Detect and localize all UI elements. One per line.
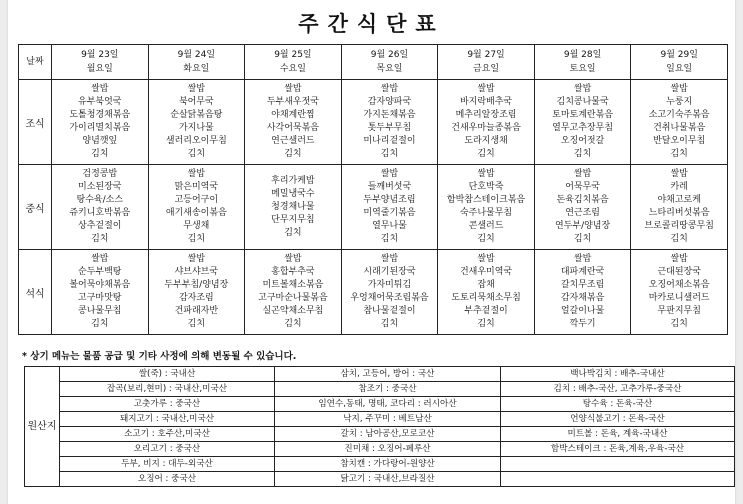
dish-item: 미소된장국 <box>78 182 122 192</box>
dish-item: 김치 <box>91 149 109 159</box>
dish-item: 무판지무침 <box>657 306 701 316</box>
dish-item: 볼어묵야채볶음 <box>69 280 131 290</box>
dish-item: 김치 <box>670 234 688 244</box>
origin-entry: 쌀(죽) : 국내산 <box>60 367 275 382</box>
origin-entry: 김치 : 배추-국산, 고추가루-중국산 <box>501 382 735 397</box>
dish-item: 고등어구이 <box>174 195 219 205</box>
dish-item: 카레 <box>670 182 688 192</box>
dish-item: 상추겉절이 <box>78 221 122 231</box>
dish-item: 가지나물 <box>178 123 214 133</box>
day-header <box>438 45 535 80</box>
dish-item: 바지락배추국 <box>459 97 513 107</box>
dish-item: 김치 <box>284 319 302 329</box>
meal-cell <box>631 165 728 250</box>
dish-item: 가지돈채볶음 <box>363 110 416 120</box>
day-weekday: 목요일 <box>376 64 403 74</box>
dish-item: 브로콜리땅콩무침 <box>644 221 714 231</box>
dish-item: 사각어묵볶음 <box>266 123 319 133</box>
dish-item: 잡채 <box>477 280 495 290</box>
dish-item: 쌀밥 <box>380 254 399 264</box>
day-date: 9월 27일 <box>467 50 505 60</box>
dish-item: 쌀밥 <box>573 84 592 94</box>
dish-item: 후리가케밥 <box>271 175 315 186</box>
dish-item: 들깨버섯국 <box>367 182 412 192</box>
dish-item: 샤브샤브국 <box>174 267 219 277</box>
day-date: 9월 25일 <box>274 50 312 60</box>
meal-row <box>19 80 728 165</box>
dish-item: 느타리버섯볶음 <box>648 208 710 218</box>
dish-item: 두부새우젓국 <box>266 97 319 107</box>
dish-item: 부추겉절이 <box>464 306 508 316</box>
dish-item: 갈치무조림 <box>560 280 605 290</box>
dish-item: 두부부침/양념장 <box>164 280 229 290</box>
origin-entry: 닭고기 : 국내산,브라질산 <box>275 472 501 487</box>
dish-item: 김치 <box>477 149 495 159</box>
meal-cell <box>631 80 728 165</box>
origin-table <box>24 366 735 487</box>
dish-item: 실곤약채소무침 <box>262 306 324 316</box>
origin-entry: 백나박김치 : 배추-국내산 <box>501 367 735 382</box>
dish-item: 쌀밥 <box>670 254 688 264</box>
day-weekday: 금요일 <box>472 64 500 74</box>
meal-label: 중식 <box>19 165 52 250</box>
dish-item: 가이리멸치볶음 <box>69 123 131 133</box>
dish-item: 김치 <box>284 227 302 238</box>
dish-item: 소고기숙주볶음 <box>648 110 710 120</box>
origin-label: 원산지 <box>25 367 60 487</box>
day-header <box>534 45 631 80</box>
origin-entry: 고춧가루 : 중국산 <box>60 397 275 412</box>
dish-item: 양념깻잎 <box>82 136 118 146</box>
dish-item: 김치 <box>573 234 592 244</box>
origin-row <box>25 427 735 442</box>
day-header <box>631 45 728 80</box>
dish-item: 김치 <box>380 234 399 244</box>
dish-item: 김치 <box>573 149 592 159</box>
dish-item: 쥬키니호박볶음 <box>69 208 131 218</box>
meal-cell <box>631 250 728 335</box>
origin-entry: 탕수육 : 돈육-국산 <box>501 397 735 412</box>
dish-item: 누룽지 <box>666 97 693 107</box>
page-title: 주간식단표 <box>298 12 445 36</box>
dish-item: 건취나물볶음 <box>653 123 706 133</box>
dish-item: 콩나물무침 <box>78 306 122 316</box>
meal-cell <box>245 80 342 165</box>
day-header <box>341 45 438 80</box>
dish-item: 순살닭볶음탕 <box>170 110 223 120</box>
dish-item: 야채계란찜 <box>271 110 315 120</box>
dish-item: 토마토계란볶음 <box>552 110 614 120</box>
dish-item: 쌀밥 <box>187 169 206 179</box>
origin-row <box>25 412 735 427</box>
menu-sheet <box>8 0 735 504</box>
dish-item: 함박참스테이크볶음 <box>446 195 526 205</box>
dish-item: 김치 <box>91 234 109 244</box>
dish-item: 두부양념조림 <box>363 195 416 205</box>
dish-item: 어묵무국 <box>565 182 600 192</box>
day-date: 9월 23일 <box>81 50 119 60</box>
meal-cell <box>52 165 149 250</box>
date-header-row <box>19 45 728 80</box>
dish-item: 김치 <box>380 319 399 329</box>
dish-item: 쌀밥 <box>573 254 592 264</box>
dish-item: 쌀밥 <box>670 84 688 94</box>
dish-item: 오징어채소볶음 <box>648 280 710 290</box>
dish-item: 쌀밥 <box>284 84 302 94</box>
dish-item: 열무나물 <box>372 221 407 231</box>
meal-label: 조식 <box>19 80 52 165</box>
dish-item: 김치 <box>670 149 688 159</box>
dish-item: 탕수육/소스 <box>76 195 124 205</box>
origin-entry: 낙지, 주꾸미 : 베트남산 <box>275 412 501 427</box>
meal-cell <box>245 165 342 250</box>
dish-item: 마카로니샐러드 <box>648 293 710 303</box>
day-weekday: 수요일 <box>279 64 306 74</box>
notice-text: * 상기 메뉴는 물품 공급 및 기타 사정에 의해 변동될 수 있습니다. <box>22 351 297 362</box>
origin-row <box>25 397 735 412</box>
dish-item: 오징어젓갈 <box>560 136 605 146</box>
meal-cell <box>534 250 631 335</box>
origin-entry: 잡곡(보리,현미) : 국내산,미국산 <box>60 382 275 397</box>
origin-row <box>25 457 735 472</box>
origin-entry: 두부, 비지 : 대두-외국산 <box>60 457 275 472</box>
dish-item: 연두부/양념장 <box>554 221 611 231</box>
dish-item: 쌀밥 <box>477 169 495 179</box>
dish-item: 가자미튀김 <box>367 280 412 290</box>
origin-entry: 소고기 : 호주산,미국산 <box>60 427 275 442</box>
origin-row <box>25 382 735 397</box>
dish-item: 반달오이무침 <box>653 136 706 146</box>
day-weekday: 월요일 <box>86 64 113 74</box>
origin-entry: 언양식불고기 : 돈육-국산 <box>501 412 735 427</box>
day-weekday: 화요일 <box>183 64 210 74</box>
origin-entry: 참조기 : 중국산 <box>275 382 501 397</box>
day-date: 9월 26일 <box>370 50 409 60</box>
dish-item: 홍합부추국 <box>271 267 315 277</box>
origin-entry: 함박스테이크 : 돈육,계육,우육-국산 <box>501 442 735 457</box>
origin-entry: 미트볼 : 돈육, 계육-국내산 <box>501 427 735 442</box>
dish-item: 건새우미역국 <box>459 267 513 277</box>
meal-cell <box>341 165 438 250</box>
dish-item: 깍두기 <box>569 319 596 329</box>
origin-entry <box>501 457 735 472</box>
meal-cell <box>341 250 438 335</box>
dish-item: 쌀밥 <box>91 254 109 264</box>
dish-item: 고구마맛탕 <box>78 293 122 303</box>
meal-cell <box>534 80 631 165</box>
meal-cell <box>52 80 149 165</box>
dish-item: 도라지생채 <box>464 136 508 146</box>
dish-item: 도톨청경채볶음 <box>69 110 131 120</box>
dish-item: 김치 <box>187 149 206 159</box>
dish-item: 쌀밥 <box>91 84 109 94</box>
dish-item: 돈육김치볶음 <box>556 195 609 205</box>
dish-item: 김치 <box>380 149 399 159</box>
dish-item: 샐러리오이무침 <box>165 136 227 146</box>
origin-entry: 돼지고기 : 국내산,미국산 <box>60 412 275 427</box>
dish-item: 감자조림 <box>178 293 214 303</box>
dish-item: 근대된장국 <box>657 267 701 277</box>
dish-item: 얼갈이나물 <box>560 306 605 316</box>
date-label: 날짜 <box>19 45 52 80</box>
origin-row <box>25 442 735 457</box>
origin-entry: 참치캔 : 가다랑어-원양산 <box>275 457 501 472</box>
dish-item: 숙주나물무침 <box>459 208 513 218</box>
dish-item: 쌀밥 <box>380 169 399 179</box>
dish-item: 쌀밥 <box>477 254 495 264</box>
dish-item: 콘샐러드 <box>468 221 504 231</box>
origin-entry: 임연수,동태, 명태, 코다리 : 러시아산 <box>275 397 501 412</box>
dish-item: 검정콩밥 <box>82 169 118 179</box>
meal-cell <box>148 250 245 335</box>
dish-item: 감자채볶음 <box>560 293 605 303</box>
meal-cell <box>341 80 438 165</box>
weekly-menu-table <box>18 44 728 335</box>
dish-item: 감자양파국 <box>367 97 412 107</box>
origin-entry: 갈치 : 남아공산,모로코산 <box>275 427 501 442</box>
dish-item: 단호박죽 <box>468 182 504 192</box>
origin-row <box>25 367 735 382</box>
dish-item: 메밀냉국수 <box>271 188 315 199</box>
dish-item: 건파래자반 <box>174 306 219 316</box>
dish-item: 무생채 <box>183 221 210 231</box>
dish-item: 고구마순나물볶음 <box>258 293 328 303</box>
dish-item: 미트볼채소볶음 <box>262 280 324 290</box>
dish-item: 김치 <box>477 319 495 329</box>
dish-item: 참나물겉절이 <box>363 306 416 316</box>
dish-item: 김치 <box>187 234 206 244</box>
dish-item: 유부북엇국 <box>78 97 122 107</box>
dish-item: 쌀밥 <box>187 84 206 94</box>
meal-row <box>19 165 728 250</box>
day-date: 9월 24일 <box>177 50 216 60</box>
dish-item: 연근조림 <box>565 208 600 218</box>
dish-item: 대파계란국 <box>560 267 605 277</box>
day-date: 9월 29일 <box>660 50 698 60</box>
dish-item: 야채고로케 <box>657 195 701 205</box>
day-date: 9월 28일 <box>563 50 602 60</box>
dish-item: 애기새송이볶음 <box>165 208 227 218</box>
dish-item: 쌀밥 <box>670 169 688 179</box>
dish-item: 미나리겉절이 <box>363 136 416 146</box>
dish-item: 청경채나물 <box>271 201 315 212</box>
dish-item: 연근샐러드 <box>271 136 315 146</box>
dish-item: 톳두부무침 <box>367 123 412 133</box>
dish-item: 우엉채어묵조림볶음 <box>350 293 429 303</box>
dish-item: 열무고추장무침 <box>552 123 614 133</box>
dish-item: 쌀밥 <box>284 254 302 264</box>
meal-cell <box>438 80 535 165</box>
dish-item: 쌀밥 <box>477 84 495 94</box>
meal-cell <box>52 250 149 335</box>
dish-item: 북어무국 <box>178 97 214 107</box>
day-weekday: 일요일 <box>666 64 693 74</box>
dish-item: 쌀밥 <box>380 84 399 94</box>
dish-item: 순두부백탕 <box>78 267 122 277</box>
meal-cell <box>245 250 342 335</box>
dish-item: 단무지무침 <box>271 214 315 225</box>
origin-entry: 진미채 : 오징어-페루산 <box>275 442 501 457</box>
origin-row <box>25 472 735 487</box>
dish-item: 김치 <box>670 319 688 329</box>
meal-cell <box>438 250 535 335</box>
dish-item: 맑은미역국 <box>174 182 219 192</box>
day-header <box>52 45 149 80</box>
day-header <box>245 45 342 80</box>
meal-cell <box>534 165 631 250</box>
meal-cell <box>148 80 245 165</box>
day-header <box>148 45 245 80</box>
dish-item: 김치 <box>477 234 495 244</box>
dish-item: 미역줄기볶음 <box>363 208 416 218</box>
dish-item: 도토리묵채소무침 <box>451 293 521 303</box>
dish-item: 쌀밥 <box>573 169 592 179</box>
dish-item: 건새우마늘종볶음 <box>451 123 521 133</box>
dish-item: 쌀밥 <box>187 254 206 264</box>
meal-label: 석식 <box>19 250 52 335</box>
meal-cell <box>438 165 535 250</box>
dish-item: 김치 <box>91 319 109 329</box>
origin-entry: 오징어 : 중국산 <box>60 472 275 487</box>
dish-item: 김치 <box>187 319 206 329</box>
dish-item: 김치 <box>284 149 302 159</box>
origin-entry <box>501 472 735 487</box>
origin-entry: 삼치, 고등어, 방어 : 국산 <box>275 367 501 382</box>
origin-entry: 오리고기 : 중국산 <box>60 442 275 457</box>
dish-item: 김치콩나물국 <box>556 97 609 107</box>
dish-item: 메추리알장조림 <box>455 110 517 120</box>
dish-item: 시래기된장국 <box>363 267 416 277</box>
day-weekday: 토요일 <box>569 64 596 74</box>
meal-row <box>19 250 728 335</box>
meal-cell <box>148 165 245 250</box>
